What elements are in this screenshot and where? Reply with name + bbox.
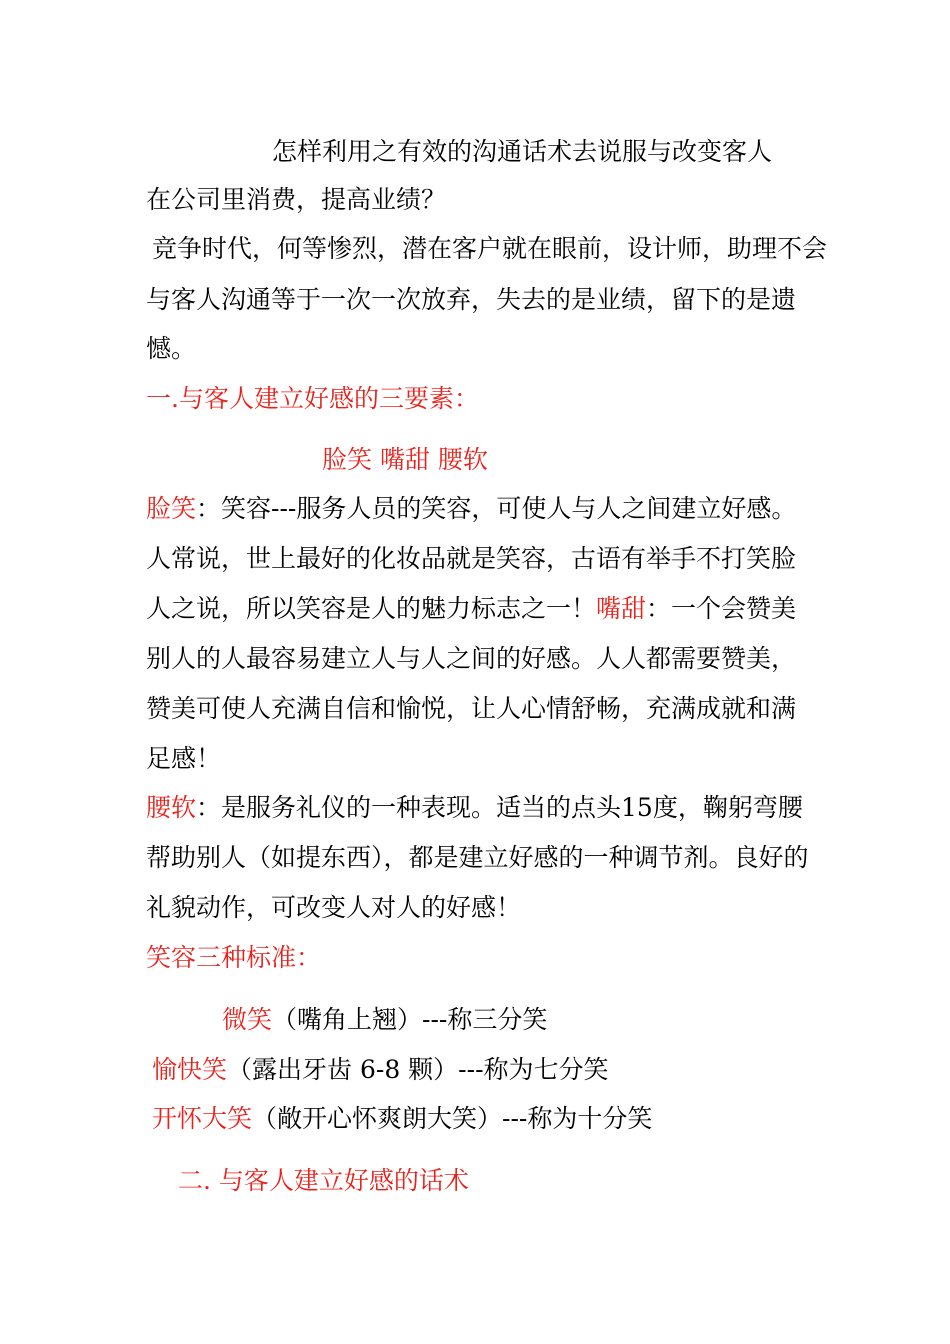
title-line-2: 在公司里消费，提高业绩？ [146,185,447,214]
intro-line-3: 憾。 [146,334,197,363]
title-line-1: 怎样利用之有效的沟通话术去说服与改变客人 [272,137,773,166]
smile-standard-1-label: 微笑 [222,1005,273,1034]
face-smile-line-3-text: 人之说，所以笑容是人的魅力标志之一！ [146,594,597,623]
soft-waist-label: 腰软 [146,793,197,822]
smile-standard-2-label: 愉快笑 [152,1055,228,1084]
face-smile-text: ：笑容---服务人员的笑容，可使人与人之间建立好感。 [196,494,797,523]
smile-standard-2-text: （露出牙齿 6-8 颗）---称为七分笑 [227,1055,609,1084]
section1-heading: 一.与客人建立好感的三要素： [146,384,479,413]
smile-standard-2 [152,1053,609,1087]
three-elements: 脸笑 嘴甜 腰软 [322,445,488,474]
face-smile-line-2: 人常说，世上最好的化妆品就是笑容，古语有举手不打笑脸 [146,544,797,573]
face-smile-line-1 [146,492,796,526]
smile-standard-3-label: 开怀大笑 [152,1104,253,1133]
sweet-mouth-line-4: 足感！ [146,744,222,773]
sweet-mouth-line-2: 别人的人最容易建立人与人之间的好感。人人都需要赞美， [146,644,797,673]
intro-line-2: 与客人沟通等于一次一次放弃，失去的是业绩，留下的是遗 [146,285,797,314]
smile-standards-heading: 笑容三种标准： [146,943,322,972]
soft-waist-line-2: 帮助别人（如提东西），都是建立好感的一种调节剂。良好的 [146,843,809,872]
intro-line-1: 竞争时代，何等惨烈，潜在客户就在眼前，设计师，助理不会 [152,234,828,263]
face-smile-label: 脸笑 [146,494,197,523]
soft-waist-line-1 [146,791,803,825]
sweet-mouth-text: ：一个会赞美 [646,594,797,623]
smile-standard-3-text: （敞开心怀爽朗大笑）---称为十分笑 [252,1104,653,1133]
soft-waist-text: ：是服务礼仪的一种表现。适当的点头15度，鞠躬弯腰 [196,793,803,822]
sweet-mouth-label: 嘴甜 [596,594,647,623]
smile-standard-3 [152,1102,652,1136]
smile-standard-1-text: （嘴角上翘）---称三分笑 [272,1005,548,1034]
soft-waist-line-3: 礼貌动作，可改变人对人的好感！ [146,893,522,922]
face-smile-line-3 [146,592,796,626]
sweet-mouth-line-3: 赞美可使人充满自信和愉悦，让人心情舒畅，充满成就和满 [146,694,797,723]
smile-standard-1 [222,1003,547,1037]
section2-heading: 二. 与客人建立好感的话术 [178,1166,469,1195]
